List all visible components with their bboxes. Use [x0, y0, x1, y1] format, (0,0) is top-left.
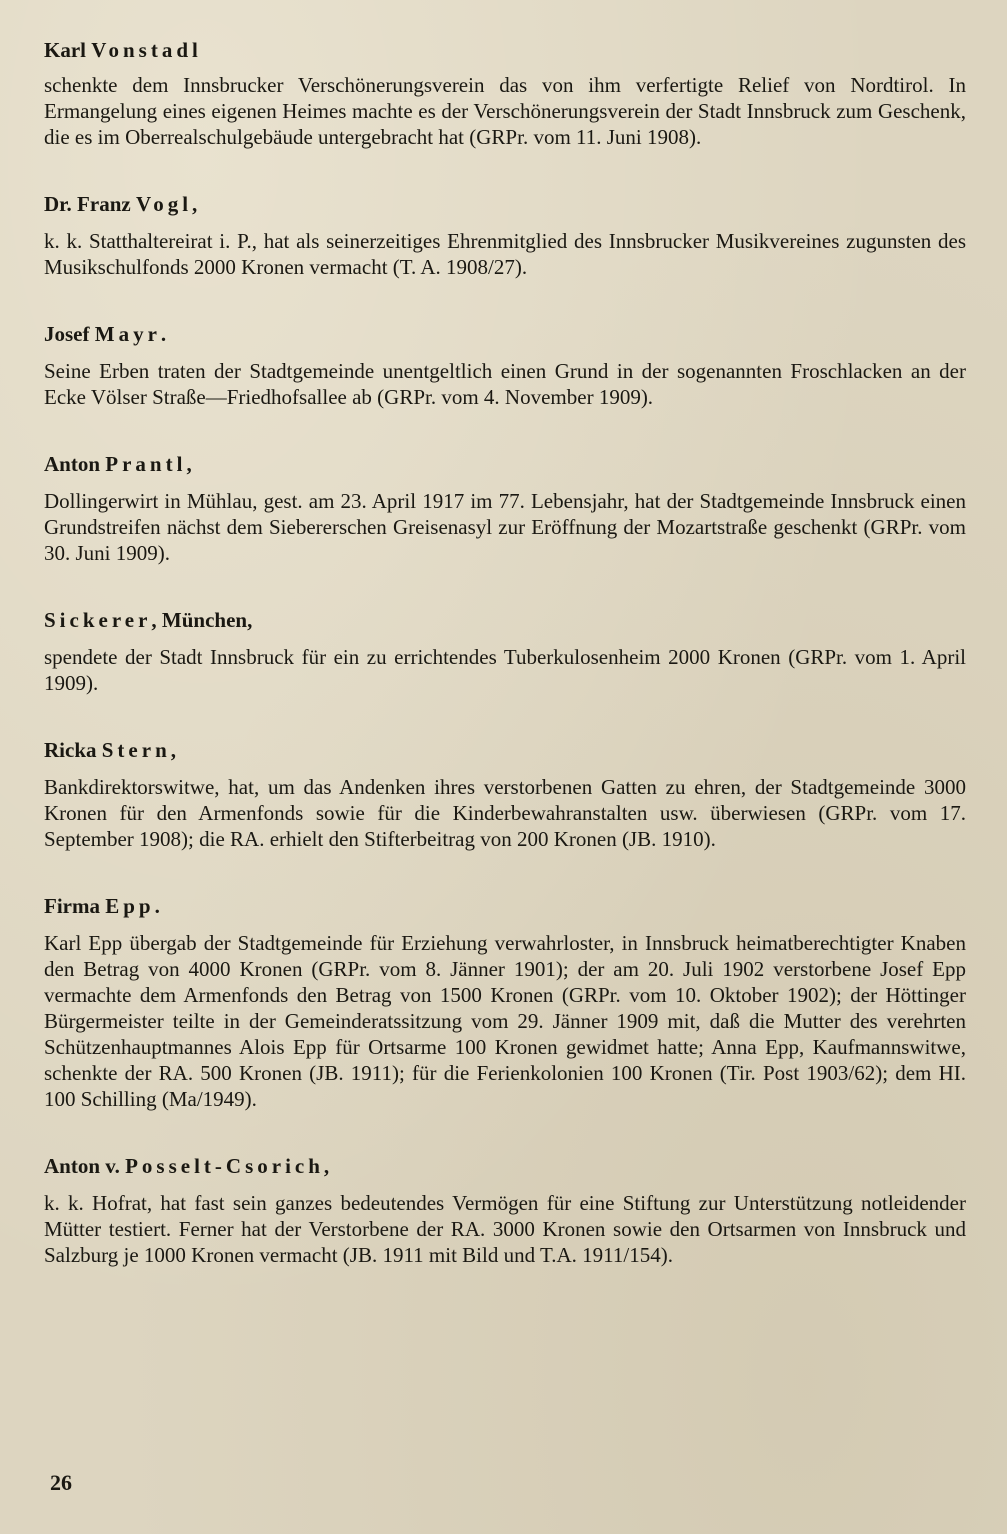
heading-surname: Epp [105, 894, 155, 918]
document-page [44, 30, 966, 1268]
heading-suffix: , [170, 738, 176, 762]
heading-prefix: Firma [44, 894, 106, 918]
entry-text: Karl Epp übergab der Stadtgemeinde für Erziehung verwahrloster, in Innsbruck heimatberechtigter Knaben den Betrag von 4000 Kronen (GRPr. vom 8. Jänner 1901); der am 20. Juli 1902 verstorbene Josef Epp vermachte dem Armenfonds den Betrag von 1500 Kronen (GRPr. vom 10. Oktober 1902); der Höttinger Bürgermeister teilte in der Gemeinderatssitzung vom 29. Jänner 1909 mit, daß die Mutter des verehrten Schützenhauptmannes Alois Epp für Ortsarme 100 Kronen gewidmet hatte; Anna Epp, Kaufmannswitwe, schenkte der RA. 500 Kronen (JB. 1911); für die Ferienkolonien 100 Kronen (Tir. Post 1903/62); dem HI. 100 Schilling (Ma/1949). [44, 931, 966, 1111]
heading-suffix: . [160, 322, 167, 346]
heading-prefix: Anton [44, 452, 106, 476]
heading-prefix: Karl [44, 38, 92, 62]
heading-suffix: . [154, 894, 160, 918]
heading-prefix: Dr. Franz [44, 192, 136, 216]
entry-mayr [44, 320, 966, 410]
entry-posselt-csorich [44, 1152, 966, 1268]
heading-surname: Vonstadl [91, 38, 202, 62]
entry-text: Dollingerwirt in Mühlau, gest. am 23. April 1917 im 77. Lebensjahr, hat der Stadtgemeinde Innsbruck einen Grundstreifen nächst dem Siebererschen Greisenasyl zur Eröffnung der Mozartstraße geschenkt (GRPr. vom 30. Juni 1909). [44, 489, 966, 565]
heading-surname: Prantl [105, 452, 187, 476]
heading-surname: Mayr [94, 322, 161, 346]
entry-text: schenkte dem Innsbrucker Verschönerungsverein das von ihm verfertigte Relief von Nordtirol. In Ermangelung eines eigenen Heimes machte es der Verschönerungsverein der Stadt Innsbruck zum Geschenk, die es im Oberrealschulgebäude untergebracht hat (GRPr. vom 11. Juni 1908). [44, 73, 966, 149]
heading-suffix: , [192, 192, 198, 216]
entry-heading [44, 892, 966, 920]
entry-text: k. k. Statthaltereirat i. P., hat als seinerzeitiges Ehrenmitglied des Innsbrucker Musikvereines zugunsten des Musikschulfonds 2000 Kronen vermacht (T. A. 1908/27). [44, 229, 966, 279]
entry-heading [44, 190, 966, 218]
entry-prantl [44, 450, 966, 566]
entry-text: k. k. Hofrat, hat fast sein ganzes bedeutendes Vermögen für eine Stiftung zur Unterstützung notleidender Mütter testiert. Ferner hat der Verstorbene der RA. 3000 Kronen sowie den Ortsarmen von Innsbruck und Salzburg je 1000 Kronen vermacht (JB. 1911 mit Bild und T.A. 1911/154). [44, 1191, 966, 1267]
entry-heading [44, 36, 966, 64]
entry-vogl [44, 190, 966, 280]
entry-text: Seine Erben traten der Stadtgemeinde unentgeltlich einen Grund in der sogenannten Froschlacken an der Ecke Völser Straße—Friedhofsallee ab (GRPr. vom 4. November 1909). [44, 359, 966, 409]
page-number: 26 [50, 1470, 72, 1495]
heading-prefix: Josef [44, 322, 95, 346]
entry-vonstadl [44, 36, 966, 150]
entry-heading [44, 1152, 966, 1180]
entry-stern [44, 736, 966, 852]
heading-surname: Sickerer [44, 608, 152, 632]
heading-surname: Stern [101, 738, 171, 762]
entry-sickerer [44, 606, 966, 696]
heading-surname: Vogl [135, 192, 193, 216]
entry-heading [44, 450, 966, 478]
heading-suffix: , [323, 1154, 330, 1178]
entry-text: Bankdirektorswitwe, hat, um das Andenken ihres verstorbenen Gatten zu ehren, der Stadtgemeinde 3000 Kronen für den Armenfonds sowie für die Kinderbewahranstalten usw. überwiesen (GRPr. vom 17. September 1908); die RA. erhielt den Stifterbeitrag von 200 Kronen (JB. 1910). [44, 775, 966, 851]
heading-suffix: , München, [151, 608, 253, 632]
entry-epp [44, 892, 966, 1112]
entry-heading [44, 606, 966, 634]
entry-heading [44, 736, 966, 764]
heading-prefix: Anton v. [44, 1154, 126, 1178]
heading-prefix: Ricka [44, 738, 102, 762]
entry-heading [44, 320, 966, 348]
heading-surname: Posselt-Csorich [125, 1154, 324, 1178]
entry-text: spendete der Stadt Innsbruck für ein zu errichtendes Tuberkulosenheim 2000 Kronen (GRPr. vom 1. April 1909). [44, 645, 966, 695]
heading-suffix: , [186, 452, 192, 476]
